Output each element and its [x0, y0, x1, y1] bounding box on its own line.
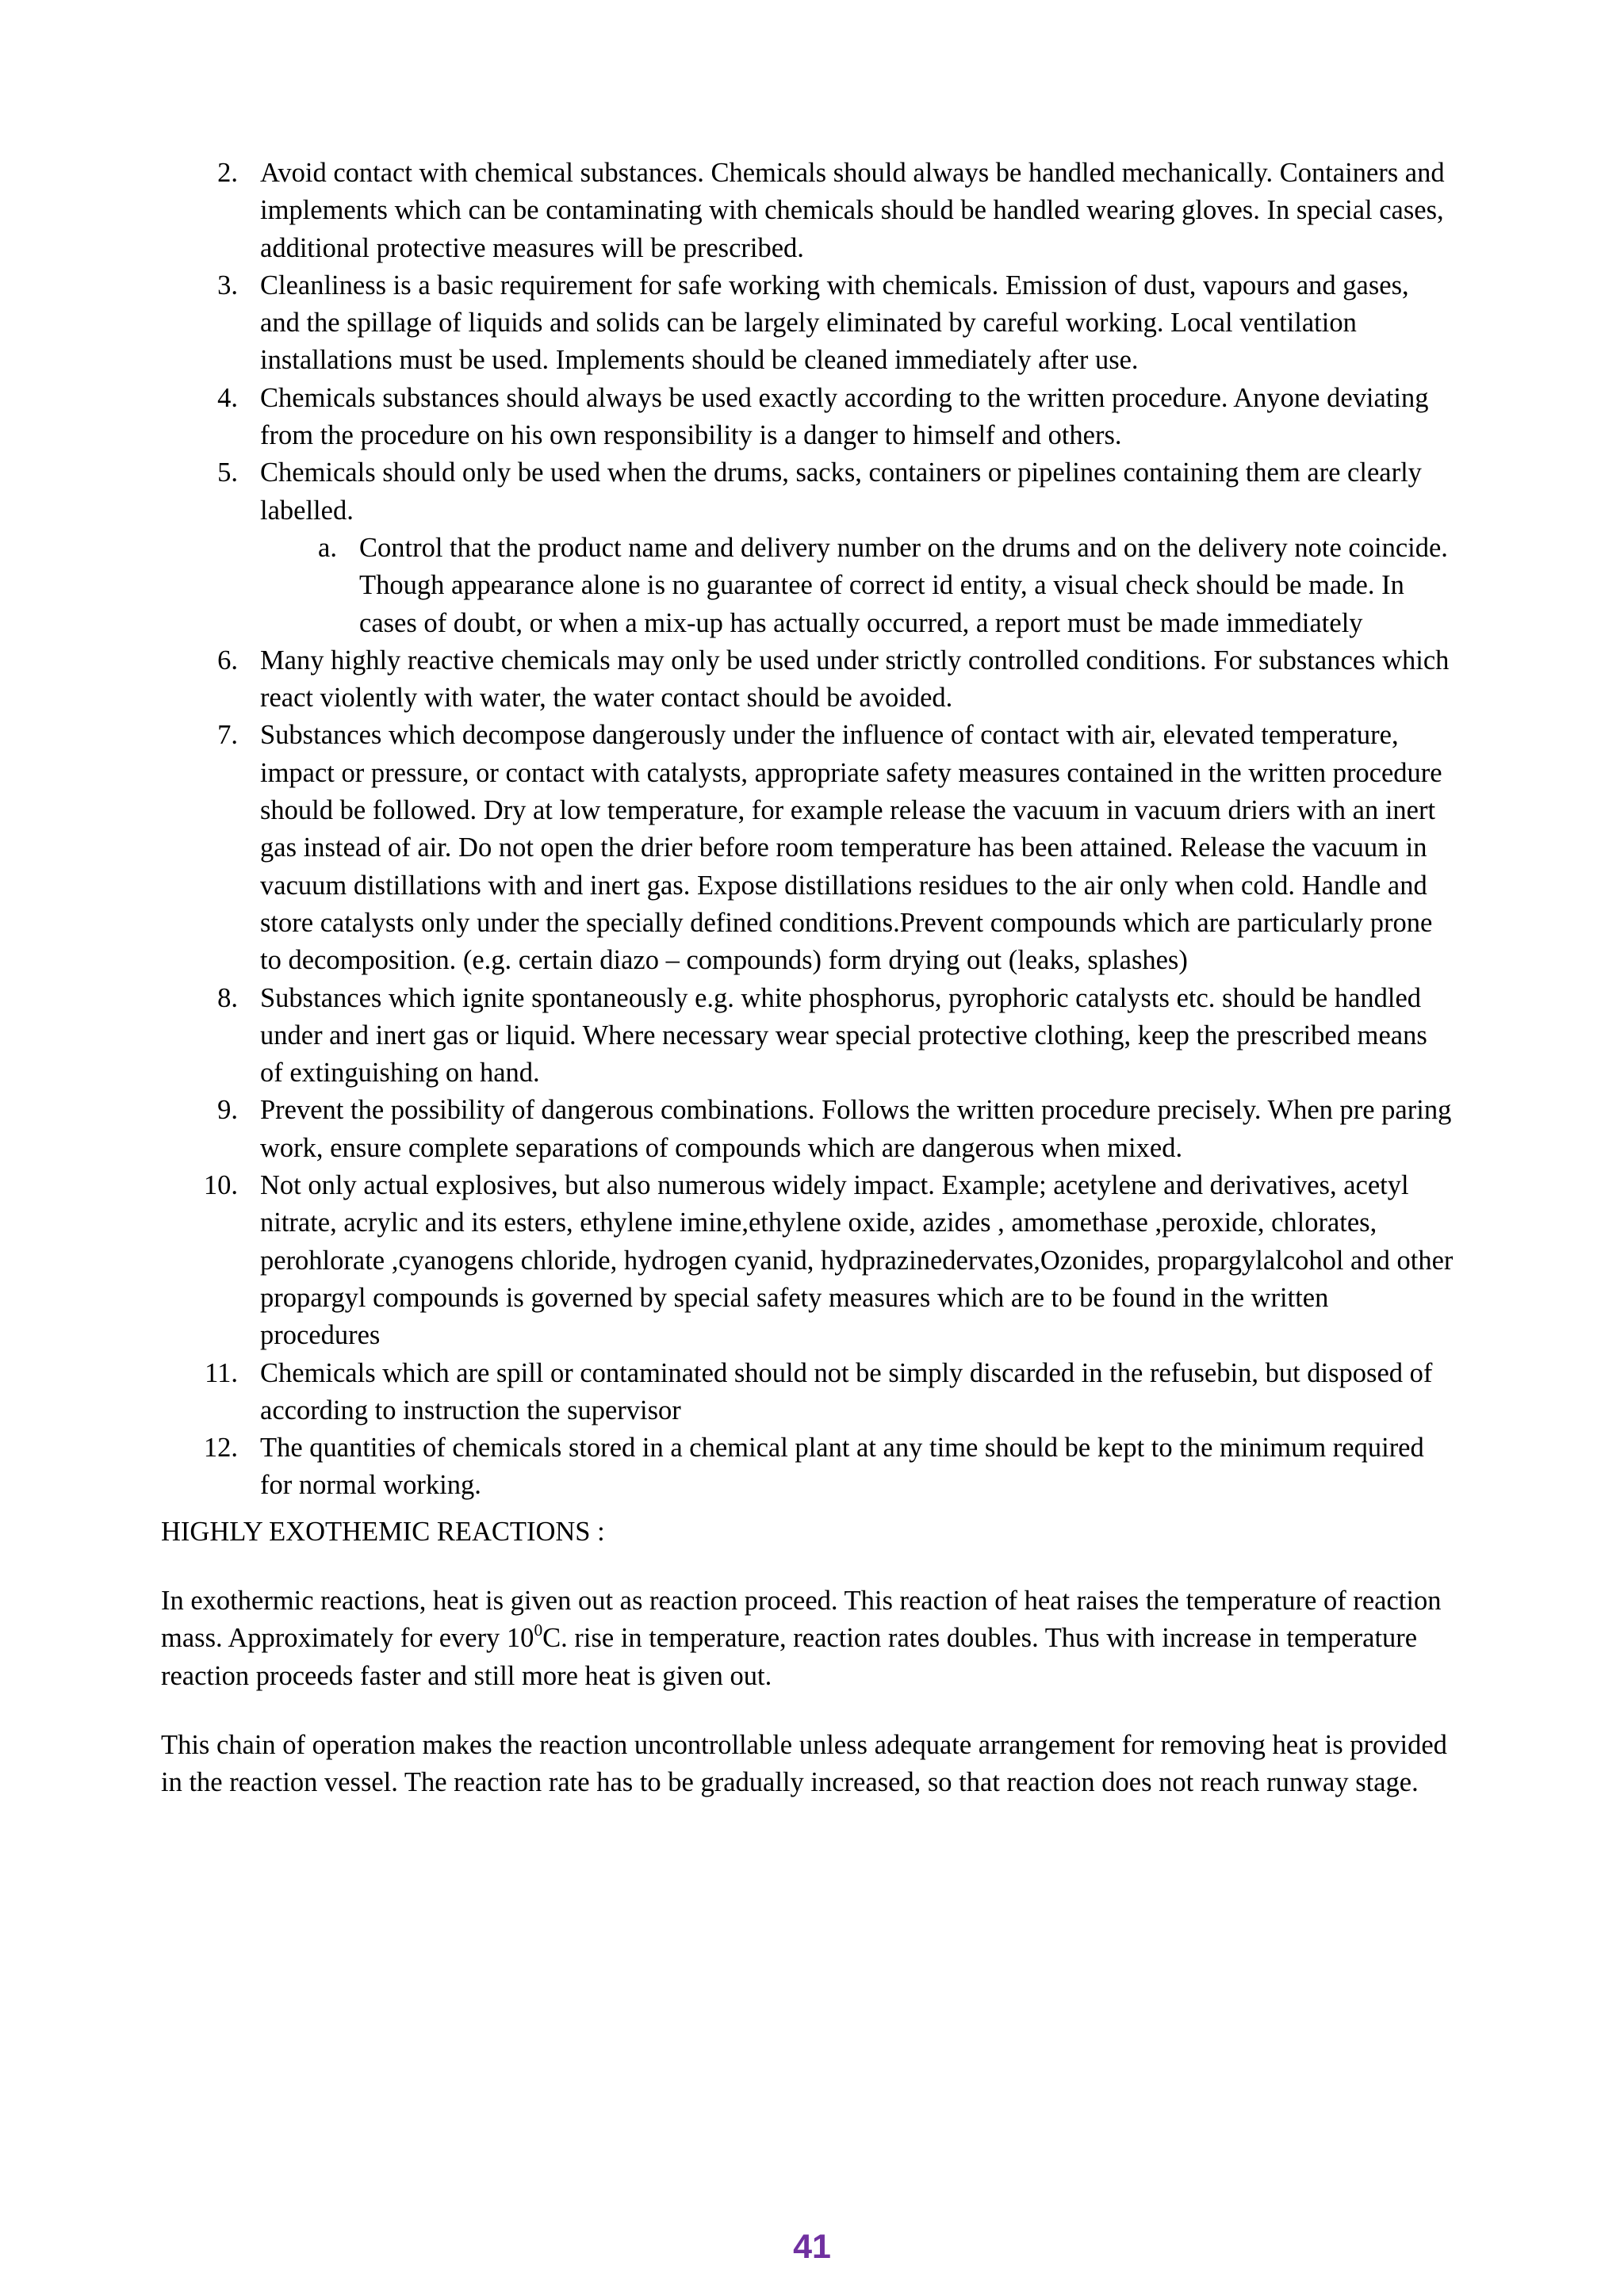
sub-list — [260, 530, 1454, 642]
paragraph-text-end: C. rise in temperature, reaction rates doubles. Thus with increase in temperature reaction proceeds faster and still more heat is given out. — [161, 1623, 1418, 1691]
sub-list-item — [260, 530, 1454, 642]
paragraph-exothermic — [161, 1582, 1454, 1695]
list-item-number: 8. — [217, 982, 238, 1013]
sub-list-item-text: Control that the product name and delivery number on the drums and on the delivery note coincide. Though appearance alone is no guarantee of correct id entity, a visual check should be made. In cases of doubt, or when a mix-up has actually occurred, a report must be made immediately — [359, 532, 1448, 638]
list-item-text: Avoid contact with chemical substances. Chemicals should always be handled mechanically. Containers and implements which can be contaminating with chemicals should be handled wearing gloves. In special cases, additional protective measures will be prescribed. — [260, 158, 1445, 263]
list-item-text: Substances which decompose dangerously under the influence of contact with air, elevated temperature, impact or pressure, or contact with catalysts, appropriate safety measures contained in the written procedure should be followed. Dry at low temperature, for example release the vacuum in vacuum driers with an inert gas instead of air. Do not open the drier before room temperature has been attained. Release the vacuum in vacuum distillations with and inert gas. Expose distillations residues to the air only when cold. Handle and store catalysts only under the specially defined conditions.Prevent compounds which are particularly prone to decomposition. (e.g. certain diazo – compounds) form drying out (leaks, splashes) — [260, 720, 1442, 976]
list-item — [161, 1092, 1454, 1167]
list-item — [161, 980, 1454, 1093]
list-item-number: 5. — [217, 457, 238, 488]
list-item-number: 10. — [203, 1170, 238, 1201]
list-item — [161, 380, 1454, 455]
list-item-text: Prevent the possibility of dangerous combinations. Follows the written procedure precisely. When pre paring work, ensure complete separations of compounds which are dangerous when mixed. — [260, 1095, 1452, 1163]
list-item-text: Many highly reactive chemicals may only be used under strictly controlled conditions. For substances which react violently with water, the water contact should be avoided. — [260, 645, 1450, 714]
page-content — [161, 155, 1454, 1801]
list-item — [161, 1429, 1454, 1505]
list-item — [161, 1355, 1454, 1430]
list-item-text: Chemicals substances should always be used exactly according to the written procedure. Anyone deviating from the procedure on his own responsibility is a danger to himself and others. — [260, 382, 1429, 451]
list-item-text: Substances which ignite spontaneously e.g. white phosphorus, pyrophoric catalysts etc. should be handled under and inert gas or liquid. Where necessary wear special protective clothing, keep the prescribed means of extinguishing on hand. — [260, 982, 1427, 1089]
list-item-text: The quantities of chemicals stored in a chemical plant at any time should be kept to the minimum required for normal working. — [260, 1433, 1424, 1501]
list-item — [161, 717, 1454, 979]
list-item-number: 12. — [203, 1433, 238, 1464]
list-item — [161, 267, 1454, 380]
section-heading: HIGHLY EXOTHEMIC REACTIONS : — [161, 1516, 605, 1547]
list-item-number: 3. — [217, 270, 238, 300]
superscript-zero: 0 — [534, 1620, 543, 1640]
list-item-text: Chemicals which are spill or contaminated should not be simply discarded in the refusebin, but disposed of according to instruction the supervisor — [260, 1357, 1433, 1425]
list-item — [161, 1167, 1454, 1354]
page-number: 41 — [793, 2228, 831, 2266]
list-item — [161, 155, 1454, 267]
safety-rules-list — [161, 155, 1454, 1505]
list-item — [161, 642, 1454, 718]
list-item-number: 2. — [217, 158, 238, 188]
list-item-text: Not only actual explosives, but also numerous widely impact. Example; acetylene and derivatives, acetyl nitrate, acrylic and its esters, ethylene imine,ethylene oxide, azides , amomethase ,peroxide, chlorates, perohlorate ,cyanogens chloride, hydrogen cyanid, hydprazinedervates,Ozonides, propargylalcohol and other propargyl compounds is governed by special safety measures which are to be found in the written procedures — [260, 1170, 1454, 1351]
list-item-text: Chemicals should only be used when the drums, sacks, containers or pipelines containing them are clearly labelled. — [260, 457, 1422, 526]
list-item-number: 7. — [217, 720, 238, 751]
list-item-text: Cleanliness is a basic requirement for safe working with chemicals. Emission of dust, vapours and gases, and the spillage of liquids and solids can be largely eliminated by careful working. Local ventilation installations must be used. Implements should be cleaned immediately after use. — [260, 270, 1409, 376]
list-item-number: 6. — [217, 645, 238, 675]
paragraph-chain-operation: This chain of operation makes the reaction uncontrollable unless adequate arrangement for removing heat is provided in the reaction vessel. The reaction rate has to be gradually increased, so that reaction does not reach runway stage. — [161, 1729, 1447, 1798]
paragraph-text-start: In exothermic reactions, heat is given out as reaction proceed. This reaction of heat raises the temperature of reaction mass. Approximately for every 10 — [161, 1585, 1442, 1654]
list-item-number: 4. — [217, 382, 238, 413]
list-item-number: 9. — [217, 1095, 238, 1126]
list-item-number: 11. — [205, 1357, 238, 1388]
sub-list-item-letter: a. — [318, 532, 337, 563]
list-item — [161, 454, 1454, 641]
